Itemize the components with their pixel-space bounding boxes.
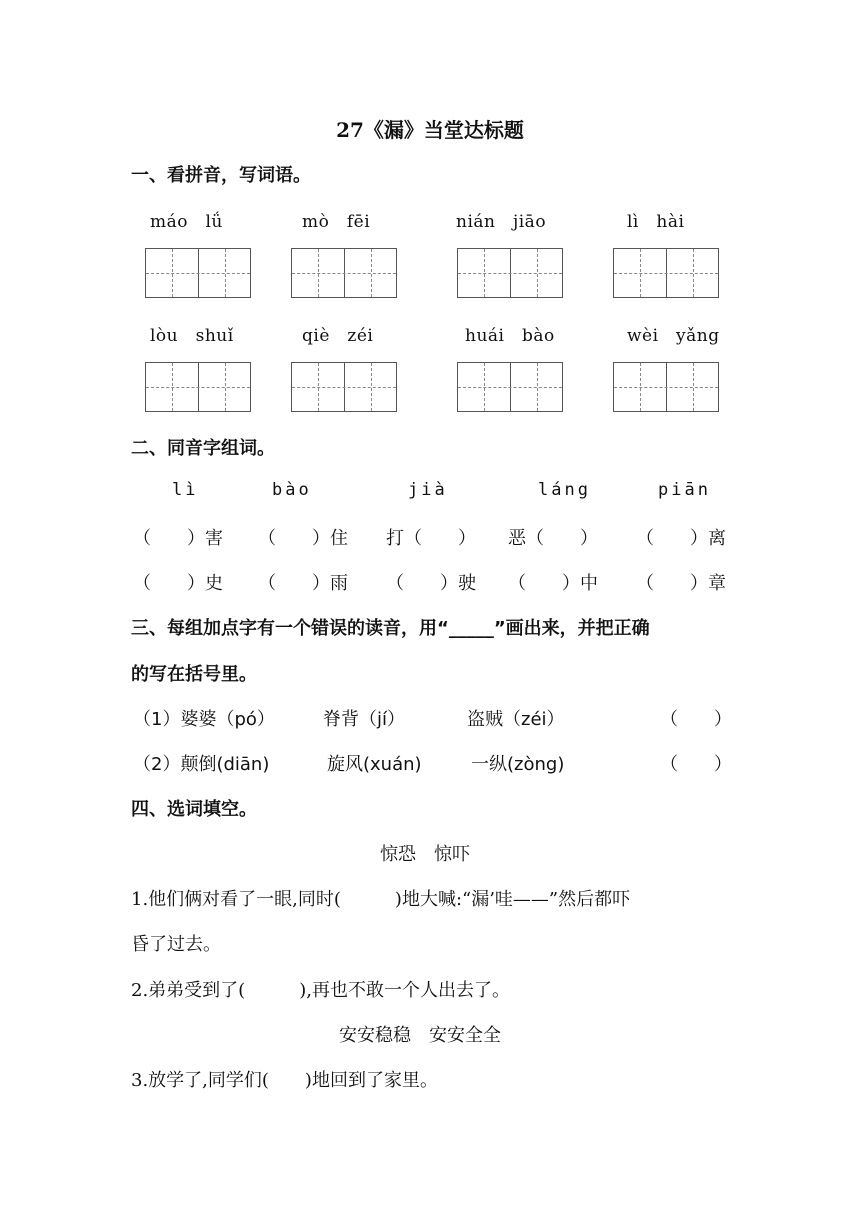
fill-blank[interactable]: （ ）驶	[386, 573, 476, 594]
pronunciation-item: （1）婆婆（pó）	[133, 709, 275, 730]
pronunciation-item: 盗贼（zéi）	[467, 709, 565, 730]
pinyin-homophone: lì	[172, 480, 199, 500]
fill-blank[interactable]: （ ）中	[508, 573, 598, 594]
pinyin-1-3: nián jiāo	[456, 212, 547, 232]
fill-blank[interactable]: （ ）章	[636, 573, 726, 594]
writing-grid[interactable]	[457, 362, 563, 412]
section3-heading-cont: 的写在括号里。	[131, 664, 257, 685]
pronunciation-item: （2）颠倒(diān)	[133, 754, 270, 775]
writing-grid[interactable]	[145, 362, 251, 412]
pinyin-1-2: mò fēi	[302, 212, 371, 232]
pinyin-homophone: jià	[408, 480, 448, 500]
word-choices: 安安稳稳 安安全全	[339, 1025, 501, 1046]
fill-blank[interactable]: （ ）雨	[258, 573, 348, 594]
pinyin-1-4: lì hài	[627, 212, 685, 232]
writing-grid[interactable]	[145, 248, 251, 298]
fill-blank[interactable]: 恶（ ）	[508, 528, 598, 549]
question-1-cont: 昏了过去。	[131, 934, 221, 955]
pronunciation-item: 一纵(zòng)	[471, 754, 565, 775]
fill-blank[interactable]: （ ）住	[258, 528, 348, 549]
pinyin-2-4: wèi yǎng	[627, 326, 720, 346]
question-3: 3.放学了,同学们( )地回到了家里。	[131, 1070, 438, 1091]
fill-blank[interactable]: 打（ ）	[386, 528, 476, 549]
section3-heading: 三、每组加点字有一个错误的读音，用“_____”画出来，并把正确	[131, 618, 650, 639]
writing-grid[interactable]	[613, 362, 719, 412]
answer-blank[interactable]: （ ）	[660, 709, 732, 730]
question-2: 2.弟弟受到了( ),再也不敢一个人出去了。	[131, 980, 510, 1001]
fill-blank[interactable]: （ ）离	[636, 528, 726, 549]
section1-heading: 一、看拼音，写词语。	[131, 165, 311, 186]
pinyin-2-2: qiè zéi	[302, 326, 374, 346]
pinyin-homophone: láng	[538, 480, 591, 500]
section2-heading: 二、同音字组词。	[131, 438, 275, 459]
pinyin-2-3: huái bào	[465, 326, 555, 346]
fill-blank[interactable]: （ ）害	[133, 528, 223, 549]
pinyin-1-1: máo lǘ	[150, 212, 223, 232]
fill-blank[interactable]: （ ）史	[133, 573, 223, 594]
writing-grid[interactable]	[613, 248, 719, 298]
pinyin-homophone: bào	[272, 480, 312, 500]
section4-heading: 四、选词填空。	[131, 799, 257, 820]
word-choices: 惊恐 惊吓	[380, 844, 470, 865]
pronunciation-item: 脊背（jí）	[323, 709, 406, 730]
writing-grid[interactable]	[457, 248, 563, 298]
answer-blank[interactable]: （ ）	[660, 754, 732, 775]
question-1: 1.他们俩对看了一眼,同时( )地大喊:“漏’哇——”然后都吓	[131, 889, 631, 910]
writing-grid[interactable]	[291, 248, 397, 298]
pinyin-2-1: lòu shuǐ	[150, 326, 234, 346]
pronunciation-item: 旋风(xuán)	[327, 754, 422, 775]
pinyin-homophone: piān	[658, 480, 711, 500]
writing-grid[interactable]	[291, 362, 397, 412]
page-title: 27《漏》当堂达标题	[336, 118, 524, 142]
